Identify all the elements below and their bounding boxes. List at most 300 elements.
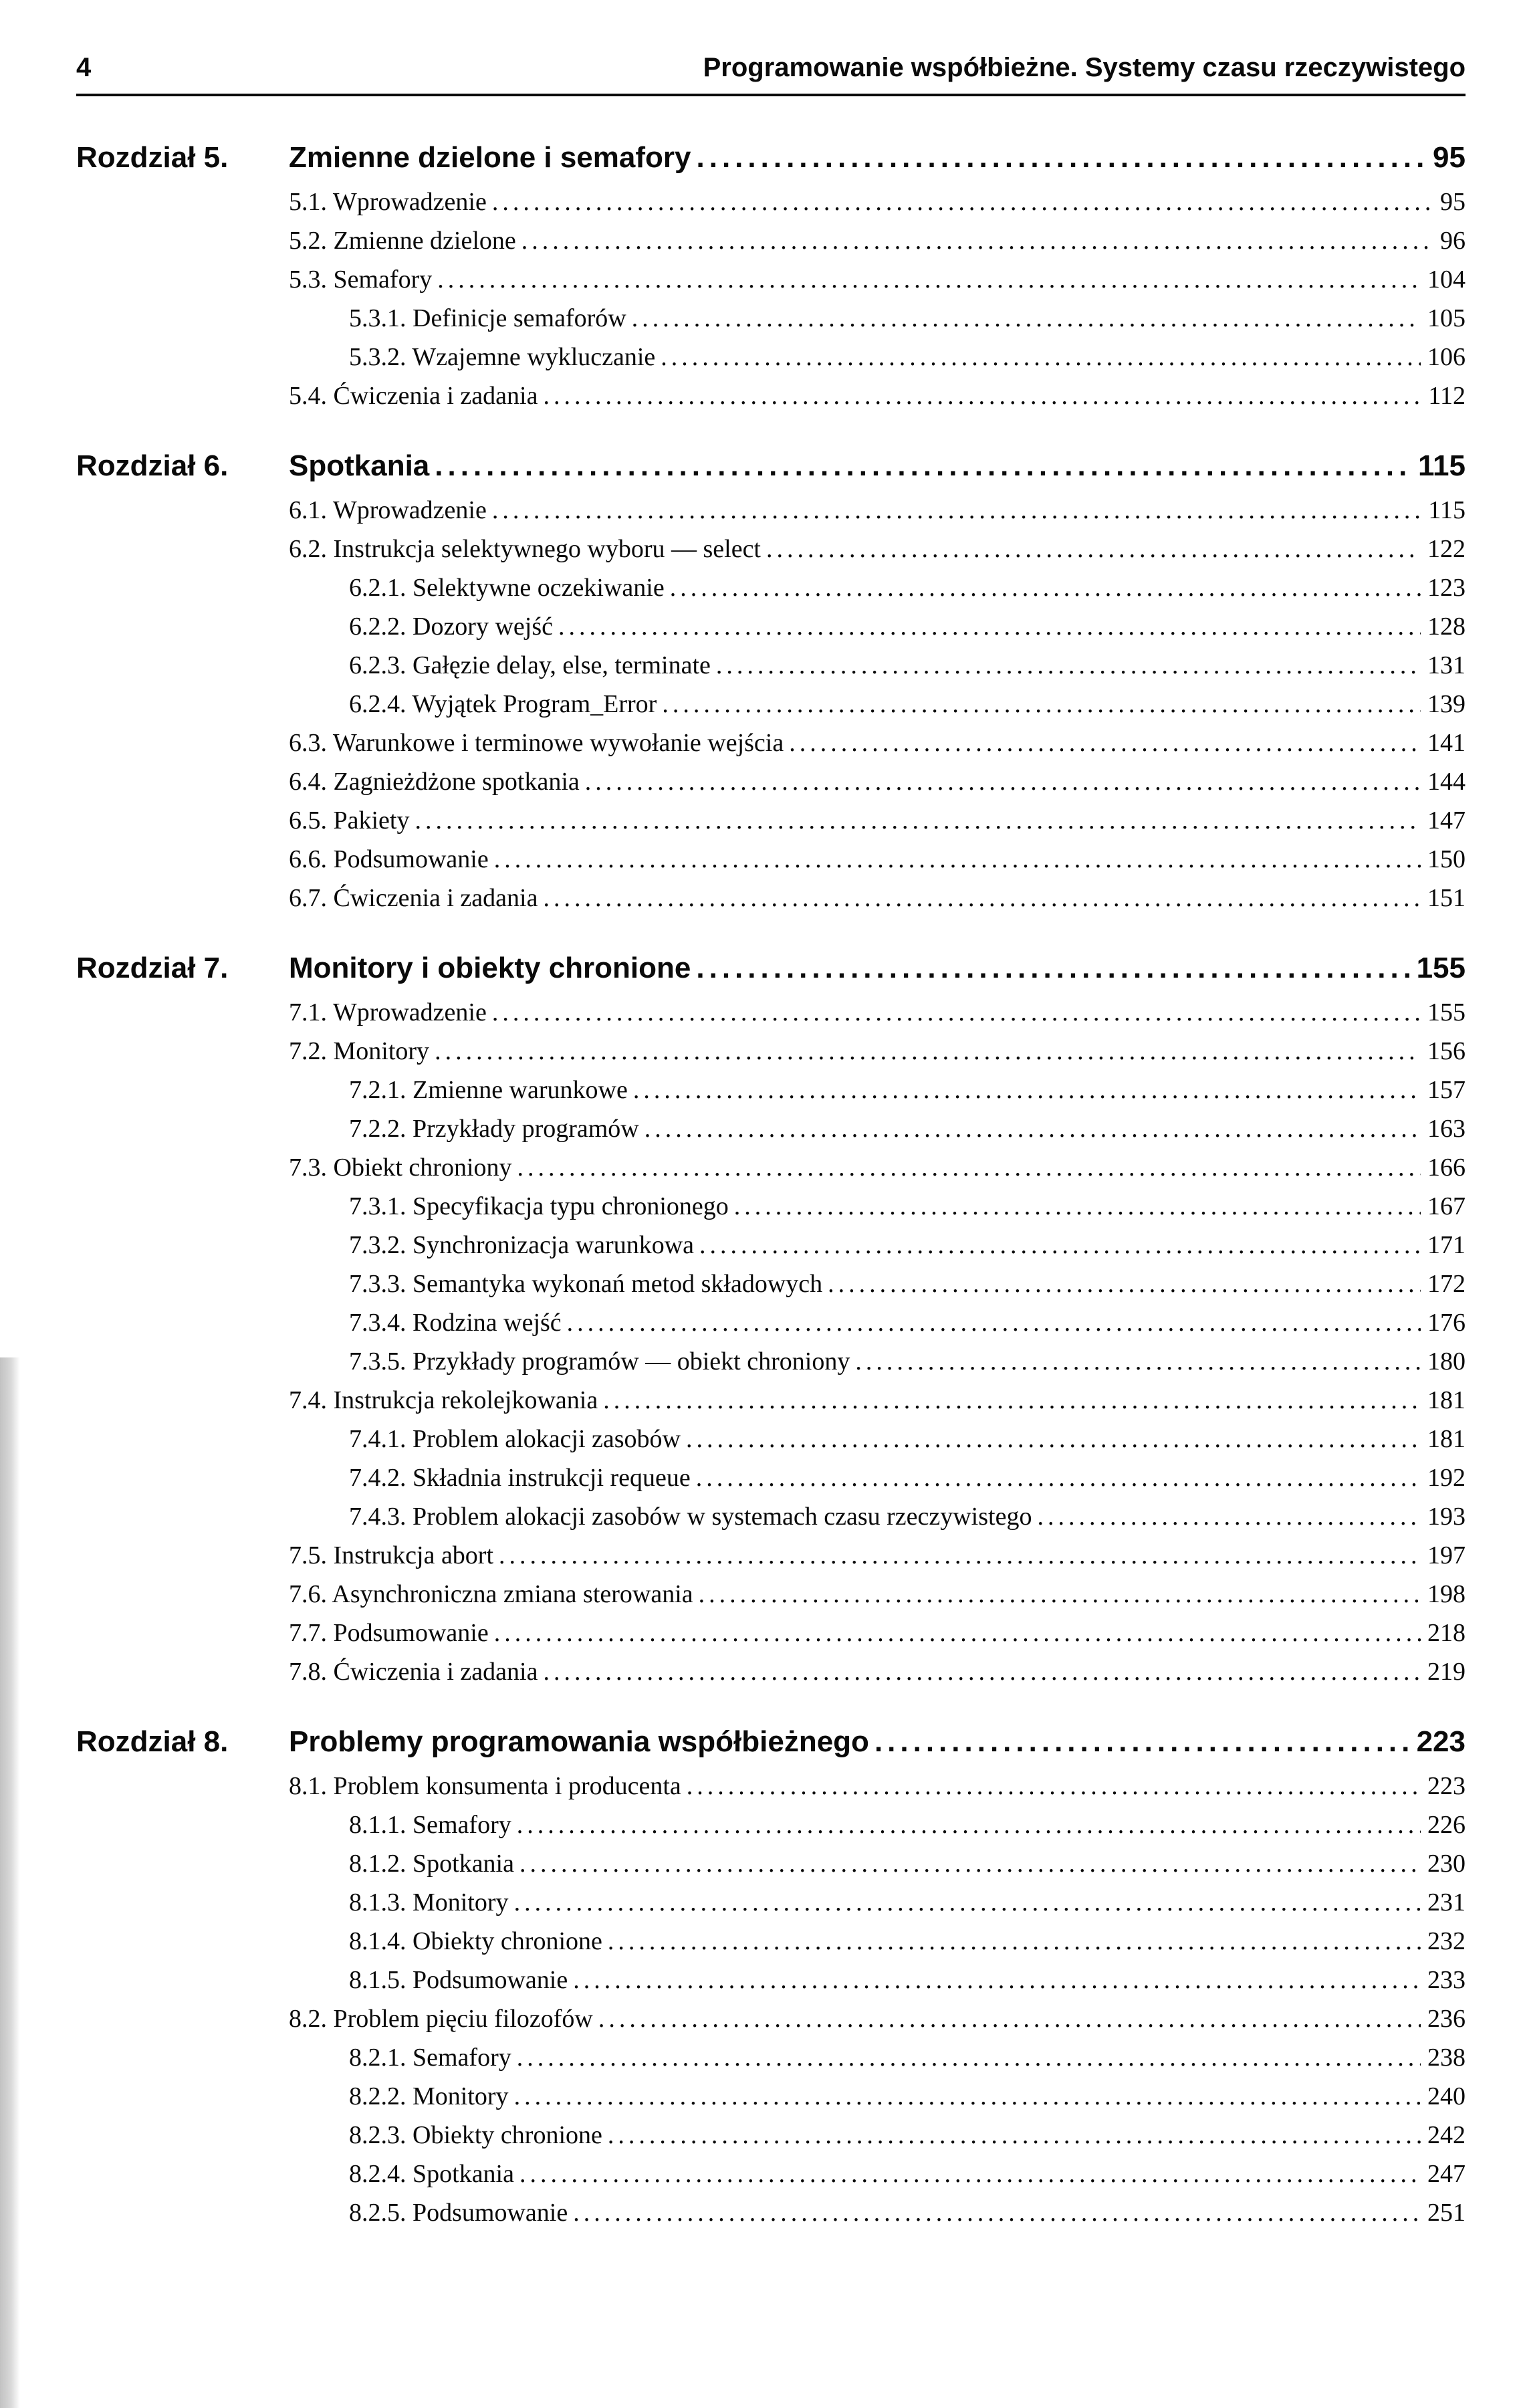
dot-leader xyxy=(661,338,1421,376)
toc-entry-row xyxy=(289,491,1466,530)
entry-number: 8.1.5. xyxy=(349,1966,406,1994)
toc-entry-row xyxy=(349,338,1466,376)
entry-number: 8.2. xyxy=(289,2005,327,2033)
dot-leader xyxy=(585,762,1421,801)
toc-entry-row xyxy=(349,1961,1466,1999)
chapter-label: Rozdział 6. xyxy=(76,449,229,482)
entry-title xyxy=(289,1381,598,1420)
entry-number: 7.3.5. xyxy=(349,1347,406,1376)
entry-text: Semafory xyxy=(413,2044,511,2072)
toc-entry-row xyxy=(349,2116,1466,2155)
entry-page-number: 226 xyxy=(1427,1811,1466,1839)
entry-number: 6.2.4. xyxy=(349,690,406,718)
dot-leader xyxy=(492,491,1422,530)
dot-leader xyxy=(415,801,1421,840)
chapter-label: Rozdział 8. xyxy=(76,1725,229,1758)
entry-title xyxy=(289,1767,681,1805)
entry-page-number: 247 xyxy=(1427,2160,1466,2188)
entry-title xyxy=(349,2077,509,2116)
entry-number: 5.3.1. xyxy=(349,304,406,332)
dot-leader xyxy=(633,1071,1421,1109)
entry-title xyxy=(289,1614,489,1652)
dot-leader xyxy=(699,1575,1421,1614)
entry-text: Semafory xyxy=(333,265,433,294)
toc-entry-row xyxy=(289,1148,1466,1187)
entry-number: 7.3. xyxy=(289,1154,327,1182)
dot-leader xyxy=(789,724,1421,762)
entry-title xyxy=(349,568,665,607)
toc-chapter xyxy=(76,1723,1466,2232)
dot-leader xyxy=(521,221,1433,260)
entry-page-number: 181 xyxy=(1427,1386,1466,1414)
entry-number: 8.2.3. xyxy=(349,2121,406,2149)
entry-title xyxy=(349,299,626,338)
entry-title xyxy=(349,1922,602,1961)
entry-number: 7.1. xyxy=(289,998,327,1026)
chapter-title: Problemy programowania współbieżnego xyxy=(289,1725,869,1758)
entry-page-number: 231 xyxy=(1427,1888,1466,1917)
entry-title xyxy=(289,762,580,801)
entry-text: Problem pięciu filozofów xyxy=(333,2005,593,2033)
entry-title xyxy=(349,1497,1032,1536)
entry-page-number: 176 xyxy=(1427,1309,1466,1337)
entry-page-number: 112 xyxy=(1428,382,1466,410)
toc-entry-row xyxy=(349,1420,1466,1458)
dot-leader xyxy=(766,530,1421,568)
entry-text: Przykłady programów xyxy=(413,1115,639,1143)
entry-title xyxy=(349,685,657,724)
entry-page-number: 105 xyxy=(1427,304,1466,332)
entry-page-number: 144 xyxy=(1427,768,1466,796)
toc-entry-row xyxy=(349,1265,1466,1303)
toc-entry-row xyxy=(289,376,1466,415)
entry-text: Obiekty chronione xyxy=(413,1927,602,1955)
entry-text: Podsumowanie xyxy=(333,1619,489,1647)
entry-number: 8.2.4. xyxy=(349,2160,406,2188)
entry-number: 8.1.2. xyxy=(349,1850,406,1878)
entry-page-number: 167 xyxy=(1427,1192,1466,1220)
entry-number: 7.2.2. xyxy=(349,1115,406,1143)
entry-title xyxy=(289,1652,538,1691)
entry-page-number: 198 xyxy=(1427,1580,1466,1608)
toc-entry-row xyxy=(289,1381,1466,1420)
entry-page-number: 223 xyxy=(1427,1772,1466,1800)
dot-leader xyxy=(855,1342,1421,1381)
running-head xyxy=(76,52,1466,83)
toc-entry-row xyxy=(349,2077,1466,2116)
entry-title xyxy=(349,338,655,376)
entry-text: Synchronizacja warunkowa xyxy=(413,1231,695,1259)
dot-leader xyxy=(645,1109,1421,1148)
entry-text: Warunkowe i terminowe wywołanie wejścia xyxy=(332,729,784,757)
entry-text: Dozory wejść xyxy=(413,613,553,641)
entry-number: 7.4.2. xyxy=(349,1464,406,1492)
entry-text: Podsumowanie xyxy=(333,845,489,873)
toc-entry-row xyxy=(349,2038,1466,2077)
entry-title xyxy=(349,1420,681,1458)
toc-chapter xyxy=(76,447,1466,917)
entry-page-number: 95 xyxy=(1440,188,1466,216)
entry-page-number: 251 xyxy=(1427,2199,1466,2227)
entry-title xyxy=(349,1883,509,1922)
entry-page-number: 180 xyxy=(1427,1347,1466,1376)
entry-number: 6.2. xyxy=(289,535,327,563)
chapter-label: Rozdział 7. xyxy=(76,952,229,984)
entry-title xyxy=(289,1148,512,1187)
entry-number: 7.3.2. xyxy=(349,1231,406,1259)
entry-title xyxy=(349,1342,850,1381)
entry-text: Instrukcja rekolejkowania xyxy=(333,1386,598,1414)
entry-title xyxy=(289,1575,693,1614)
toc-entry-row xyxy=(289,762,1466,801)
entry-number: 6.4. xyxy=(289,768,327,796)
dot-leader xyxy=(686,1420,1421,1458)
toc-chapter-row xyxy=(76,139,1466,176)
entry-page-number: 156 xyxy=(1427,1037,1466,1065)
entry-number: 5.2. xyxy=(289,227,327,255)
dot-leader xyxy=(699,1226,1421,1265)
dot-leader xyxy=(573,2193,1421,2232)
dot-leader xyxy=(670,568,1421,607)
dot-leader xyxy=(687,1767,1421,1805)
entry-number: 7.2.1. xyxy=(349,1076,406,1104)
entry-title xyxy=(349,2155,514,2193)
entry-title xyxy=(349,1805,511,1844)
entry-title xyxy=(289,183,487,221)
entry-page-number: 157 xyxy=(1427,1076,1466,1104)
entry-page-number: 172 xyxy=(1427,1270,1466,1298)
entry-text: Monitory xyxy=(413,2082,509,2110)
toc-chapter-row xyxy=(76,447,1466,484)
entry-title xyxy=(349,1187,729,1226)
entry-number: 7.3.4. xyxy=(349,1309,406,1337)
dot-leader xyxy=(494,1614,1421,1652)
toc-entry-row xyxy=(289,1652,1466,1691)
entry-title xyxy=(289,1032,429,1071)
entry-title xyxy=(289,491,487,530)
entry-page-number: 233 xyxy=(1427,1966,1466,1994)
chapter-title: Zmienne dzielone i semafory xyxy=(289,141,691,174)
entry-title xyxy=(289,1999,593,2038)
toc-entry-row xyxy=(289,801,1466,840)
toc-entry-row xyxy=(289,221,1466,260)
toc-entry-row xyxy=(289,260,1466,299)
entry-text: Wprowadzenie xyxy=(332,496,487,524)
dot-leader xyxy=(517,2038,1421,2077)
entry-page-number: 236 xyxy=(1427,2005,1466,2033)
toc-entry-row xyxy=(289,879,1466,917)
toc-entry-row xyxy=(349,1071,1466,1109)
entry-page-number: 141 xyxy=(1427,729,1466,757)
entry-title xyxy=(289,840,489,879)
entry-number: 7.3.1. xyxy=(349,1192,406,1220)
toc-entry-row xyxy=(349,1844,1466,1883)
entry-page-number: 128 xyxy=(1427,613,1466,641)
entry-number: 6.1. xyxy=(289,496,327,524)
entry-title xyxy=(349,1109,639,1148)
entry-number: 7.8. xyxy=(289,1658,327,1686)
header-rule xyxy=(76,94,1466,96)
entry-text: Semantyka wykonań metod składowych xyxy=(413,1270,823,1298)
dot-leader xyxy=(828,1265,1421,1303)
entry-text: Obiekty chronione xyxy=(413,2121,602,2149)
dot-leader xyxy=(494,840,1421,879)
entry-text: Selektywne oczekiwanie xyxy=(413,574,665,602)
toc-chapter-row xyxy=(76,950,1466,986)
toc-entry-row xyxy=(349,1922,1466,1961)
dot-leader xyxy=(696,1458,1421,1497)
entry-title xyxy=(349,607,553,646)
dot-leader xyxy=(437,260,1421,299)
dot-leader xyxy=(697,139,1427,176)
entry-number: 8.1.4. xyxy=(349,1927,406,1955)
dot-leader xyxy=(543,376,1421,415)
entry-number: 8.1.1. xyxy=(349,1811,406,1839)
entry-page-number: 150 xyxy=(1427,845,1466,873)
dot-leader xyxy=(696,950,1409,986)
chapter-title: Spotkania xyxy=(289,449,430,482)
entry-text: Semafory xyxy=(413,1811,511,1839)
entry-number: 5.1. xyxy=(289,188,327,216)
toc-chapter-row xyxy=(76,1723,1466,1760)
entry-page-number: 122 xyxy=(1427,535,1466,563)
dot-leader xyxy=(716,646,1421,685)
chapter-entries xyxy=(76,993,1466,1691)
entry-number: 5.4. xyxy=(289,382,327,410)
entry-page-number: 218 xyxy=(1427,1619,1466,1647)
dot-leader xyxy=(603,1381,1421,1420)
toc-entry-row xyxy=(289,1767,1466,1805)
entry-text: Zmienne warunkowe xyxy=(413,1076,628,1104)
entry-title xyxy=(289,801,409,840)
entry-number: 5.3.2. xyxy=(349,343,406,371)
entry-title xyxy=(289,879,538,917)
entry-number: 7.6. xyxy=(289,1580,327,1608)
chapter-page-number: 155 xyxy=(1416,952,1466,984)
entry-number: 8.2.2. xyxy=(349,2082,406,2110)
entry-number: 7.3.3. xyxy=(349,1270,406,1298)
entry-page-number: 115 xyxy=(1428,496,1466,524)
toc-entry-row xyxy=(349,2193,1466,2232)
chapter-entries xyxy=(76,183,1466,415)
entry-page-number: 155 xyxy=(1427,998,1466,1026)
entry-text: Problem konsumenta i producenta xyxy=(333,1772,681,1800)
entry-text: Asynchroniczna zmiana sterowania xyxy=(332,1580,693,1608)
entry-number: 7.4. xyxy=(289,1386,327,1414)
toc-entry-row xyxy=(349,568,1466,607)
toc-entry-row xyxy=(349,1805,1466,1844)
dot-leader xyxy=(573,1961,1421,1999)
toc-entry-row xyxy=(349,1883,1466,1922)
entry-text: Monitory xyxy=(413,1888,509,1917)
dot-leader xyxy=(608,2116,1421,2155)
entry-number: 7.4.3. xyxy=(349,1503,406,1531)
dot-leader xyxy=(514,2077,1421,2116)
toc-chapter xyxy=(76,950,1466,1691)
entry-number: 6.2.1. xyxy=(349,574,406,602)
entry-text: Składnia instrukcji requeue xyxy=(413,1464,691,1492)
chapter-page-number: 95 xyxy=(1433,141,1466,174)
toc-entry-row xyxy=(289,993,1466,1032)
entry-page-number: 240 xyxy=(1427,2082,1466,2110)
entry-text: Zagnieżdżone spotkania xyxy=(333,768,580,796)
entry-text: Spotkania xyxy=(413,1850,514,1878)
entry-page-number: 147 xyxy=(1427,806,1466,835)
chapter-label: Rozdział 5. xyxy=(76,141,229,174)
dot-leader xyxy=(608,1922,1421,1961)
entry-page-number: 230 xyxy=(1427,1850,1466,1878)
entry-text: Podsumowanie xyxy=(413,2199,568,2227)
entry-page-number: 171 xyxy=(1427,1231,1466,1259)
entry-text: Problem alokacji zasobów xyxy=(413,1425,681,1453)
entry-number: 7.7. xyxy=(289,1619,327,1647)
entry-number: 6.2.2. xyxy=(349,613,406,641)
entry-page-number: 219 xyxy=(1427,1658,1466,1686)
toc-entry-row xyxy=(349,1342,1466,1381)
entry-text: Problem alokacji zasobów w systemach czasu rzeczywistego xyxy=(413,1503,1032,1531)
entry-page-number: 166 xyxy=(1427,1154,1466,1182)
entry-number: 6.6. xyxy=(289,845,327,873)
entry-text: Przykłady programów — obiekt chroniony xyxy=(413,1347,850,1376)
entry-number: 7.4.1. xyxy=(349,1425,406,1453)
running-title: Programowanie współbieżne. Systemy czasu rzeczywistego xyxy=(703,53,1466,82)
entry-number: 8.2.5. xyxy=(349,2199,406,2227)
dot-leader xyxy=(517,1148,1421,1187)
entry-text: Instrukcja selektywnego wyboru — select xyxy=(333,535,761,563)
entry-text: Gałęzie delay, else, terminate xyxy=(413,651,711,679)
entry-title xyxy=(349,1226,694,1265)
entry-title xyxy=(289,530,761,568)
entry-text: Pakiety xyxy=(333,806,410,835)
dot-leader xyxy=(492,993,1421,1032)
toc-entry-row xyxy=(349,1303,1466,1342)
dot-leader xyxy=(662,685,1421,724)
dot-leader xyxy=(435,447,1411,484)
entry-text: Obiekt chroniony xyxy=(333,1154,512,1182)
dot-leader xyxy=(632,299,1421,338)
entry-title xyxy=(349,2116,602,2155)
toc-entry-row xyxy=(289,1575,1466,1614)
entry-page-number: 106 xyxy=(1427,343,1466,371)
toc-entry-row xyxy=(289,724,1466,762)
entry-title xyxy=(349,646,711,685)
dot-leader xyxy=(492,183,1433,221)
entry-page-number: 232 xyxy=(1427,1927,1466,1955)
dot-leader xyxy=(734,1187,1421,1226)
entry-text: Wprowadzenie xyxy=(332,998,487,1026)
entry-text: Specyfikacja typu chronionego xyxy=(413,1192,729,1220)
chapter-page-number: 223 xyxy=(1416,1725,1466,1758)
entry-text: Monitory xyxy=(333,1037,430,1065)
dot-leader xyxy=(1037,1497,1421,1536)
toc-entry-row xyxy=(349,2155,1466,2193)
header-page-number: 4 xyxy=(76,53,92,82)
entry-number: 8.1. xyxy=(289,1772,327,1800)
toc-entry-row xyxy=(289,1536,1466,1575)
dot-leader xyxy=(499,1536,1421,1575)
entry-title xyxy=(349,1458,691,1497)
dot-leader xyxy=(558,607,1421,646)
entry-number: 6.2.3. xyxy=(349,651,406,679)
toc-chapter xyxy=(76,139,1466,415)
entry-title xyxy=(289,724,784,762)
toc-entry-row xyxy=(289,840,1466,879)
entry-title xyxy=(289,993,487,1032)
entry-page-number: 242 xyxy=(1427,2121,1466,2149)
entry-text: Spotkania xyxy=(413,2160,514,2188)
dot-leader xyxy=(567,1303,1421,1342)
toc-entry-row xyxy=(289,530,1466,568)
entry-page-number: 163 xyxy=(1427,1115,1466,1143)
entry-text: Instrukcja abort xyxy=(333,1541,494,1569)
chapter-title: Monitory i obiekty chronione xyxy=(289,952,691,984)
entry-page-number: 96 xyxy=(1440,227,1466,255)
toc-entry-row xyxy=(349,1458,1466,1497)
dot-leader xyxy=(517,1805,1421,1844)
toc-entry-row xyxy=(349,1187,1466,1226)
entry-number: 8.1.3. xyxy=(349,1888,406,1917)
toc-entry-row xyxy=(289,1999,1466,2038)
toc-entry-row xyxy=(349,646,1466,685)
entry-text: Wyjątek Program_Error xyxy=(412,690,657,718)
toc xyxy=(76,139,1466,2232)
toc-entry-row xyxy=(289,1032,1466,1071)
toc-entry-row xyxy=(349,1497,1466,1536)
entry-title xyxy=(349,2038,511,2077)
entry-title xyxy=(349,1961,568,1999)
entry-title xyxy=(289,376,538,415)
entry-text: Wzajemne wykluczanie xyxy=(412,343,656,371)
entry-text: Wprowadzenie xyxy=(332,188,487,216)
entry-page-number: 192 xyxy=(1427,1464,1466,1492)
entry-number: 6.5. xyxy=(289,806,327,835)
toc-entry-row xyxy=(289,1614,1466,1652)
entry-page-number: 238 xyxy=(1427,2044,1466,2072)
entry-page-number: 104 xyxy=(1427,265,1466,294)
entry-title xyxy=(349,1844,514,1883)
entry-text: Rodzina wejść xyxy=(413,1309,562,1337)
entry-text: Ćwiczenia i zadania xyxy=(333,382,538,410)
entry-page-number: 193 xyxy=(1427,1503,1466,1531)
entry-title xyxy=(289,1536,493,1575)
chapter-page-number: 115 xyxy=(1418,449,1466,482)
dot-leader xyxy=(543,879,1421,917)
dot-leader xyxy=(519,2155,1421,2193)
entry-title xyxy=(349,1303,562,1342)
entry-number: 8.2.1. xyxy=(349,2044,406,2072)
entry-number: 6.3. xyxy=(289,729,327,757)
dot-leader xyxy=(598,1999,1421,2038)
entry-number: 7.2. xyxy=(289,1037,327,1065)
entry-page-number: 197 xyxy=(1427,1541,1466,1569)
toc-entry-row xyxy=(349,299,1466,338)
entry-page-number: 151 xyxy=(1427,884,1466,912)
dot-leader xyxy=(874,1723,1410,1760)
entry-text: Definicje semaforów xyxy=(413,304,626,332)
toc-entry-row xyxy=(349,1226,1466,1265)
entry-text: Ćwiczenia i zadania xyxy=(333,1658,538,1686)
entry-text: Ćwiczenia i zadania xyxy=(333,884,538,912)
entry-text: Podsumowanie xyxy=(413,1966,568,1994)
dot-leader xyxy=(519,1844,1421,1883)
dot-leader xyxy=(543,1652,1421,1691)
toc-entry-row xyxy=(349,607,1466,646)
entry-title xyxy=(349,2193,568,2232)
entry-number: 5.3. xyxy=(289,265,327,294)
dot-leader xyxy=(514,1883,1421,1922)
toc-entry-row xyxy=(349,685,1466,724)
entry-number: 6.7. xyxy=(289,884,327,912)
